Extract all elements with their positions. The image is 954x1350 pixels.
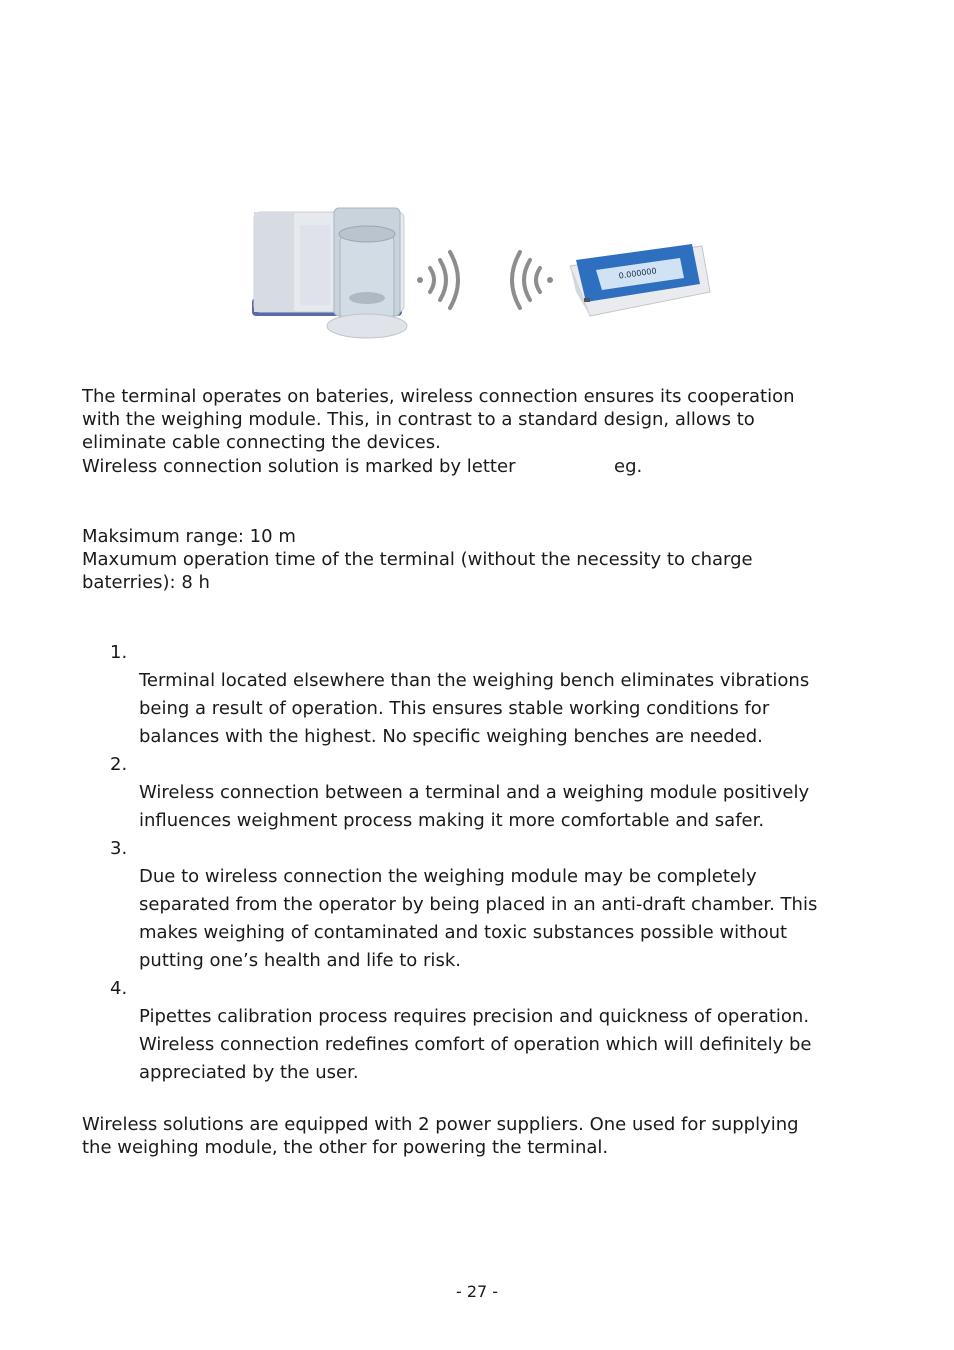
list-number: 1. [110, 642, 128, 663]
wireless-balance-figure [240, 180, 730, 365]
list-item-text: Due to wireless connection the weighing module may be completely [139, 866, 757, 887]
list-item-text: Terminal located elsewhere than the weighing bench eliminates vibrations [139, 670, 810, 691]
closing-line: the weighing module, the other for powering the terminal. [82, 1137, 609, 1158]
weighing-module-image [252, 208, 407, 338]
intro-line: eliminate cable connecting the devices. [82, 432, 441, 453]
list-item-text: separated from the operator by being placed in an anti-draft chamber. This [139, 894, 818, 915]
intro-line: with the weighing module. This, in contrast to a standard design, allows to [82, 409, 755, 430]
wireless-signal-icon [512, 252, 553, 308]
list-item-text: Wireless connection between a terminal and a weighing module positively [139, 782, 810, 803]
max-range: Maksimum range: 10 m [82, 526, 296, 547]
list-item-text: makes weighing of contaminated and toxic substances possible without [139, 922, 788, 943]
list-item-text: being a result of operation. This ensures stable working conditions for [139, 698, 770, 719]
list-number: 2. [110, 754, 128, 775]
list-number: 3. [110, 838, 128, 859]
list-item-text: Wireless connection redefines comfort of operation which will definitely be [139, 1034, 812, 1055]
closing-line: Wireless solutions are equipped with 2 power suppliers. One used for supplying [82, 1114, 799, 1135]
list-number: 4. [110, 978, 128, 999]
intro-line: The terminal operates on bateries, wireless connection ensures its cooperation [82, 386, 795, 407]
intro-line: Wireless connection solution is marked by letter [82, 456, 516, 477]
operation-time: baterries): 8 h [82, 572, 210, 593]
list-item-text: appreciated by the user. [139, 1062, 359, 1083]
terminal-screen-reading: 0.000000 [618, 266, 658, 281]
list-item-text: Pipettes calibration process requires precision and quickness of operation. [139, 1006, 810, 1027]
wireless-signal-icon [417, 252, 458, 308]
list-item-text: putting one’s health and life to risk. [139, 950, 461, 971]
intro-line-eg: eg. [614, 456, 643, 477]
terminal-image [570, 244, 710, 316]
list-item-text: balances with the highest. No specific weighing benches are needed. [139, 726, 763, 747]
list-item-text: influences weighment process making it more comfortable and safer. [139, 810, 765, 831]
page-number: - 27 - [455, 1282, 499, 1301]
operation-time: Maxumum operation time of the terminal (without the necessity to charge [82, 549, 753, 570]
